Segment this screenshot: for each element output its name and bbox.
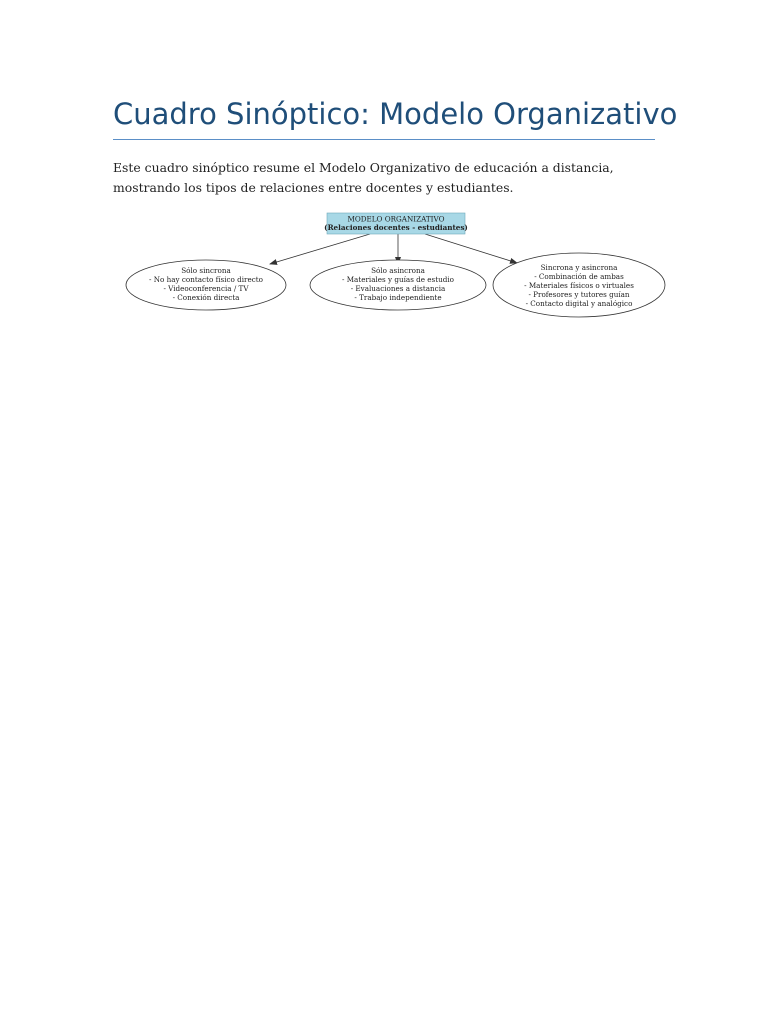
node-solo-sincrona — [126, 260, 286, 310]
intro-paragraph: Este cuadro sinóptico resume el Modelo Organizativo de educación a distancia, mostrando los tipos de relaciones entre docentes y estudiantes. — [113, 160, 614, 195]
title-underline — [113, 139, 655, 140]
synoptic-diagram — [120, 208, 670, 323]
node-item: - Videoconferencia / TV — [163, 284, 249, 293]
node-title: Sincrona y asincrona — [540, 263, 618, 272]
root-node-subtitle: (Relaciones docentes - estudiantes) — [324, 223, 468, 232]
node-item: - Profesores y tutores guían — [528, 290, 630, 299]
node-item: - No hay contacto físico directo — [149, 275, 263, 284]
node-item: - Trabajo independiente — [354, 293, 442, 302]
page-title: Cuadro Sinóptico: Modelo Organizativo — [113, 97, 678, 131]
root-node-title: MODELO ORGANIZATIVO — [347, 214, 445, 224]
node-item: - Materiales físicos o virtuales — [524, 281, 634, 290]
connector-left — [270, 234, 370, 264]
node-title: Sólo asincrona — [371, 266, 425, 275]
node-item: - Contacto digital y analógico — [525, 299, 633, 308]
node-solo-asincrona — [310, 260, 486, 310]
node-item: - Combinación de ambas — [534, 272, 624, 281]
node-item: - Conexión directa — [172, 293, 240, 302]
node-item: - Materiales y guías de estudio — [341, 275, 455, 284]
node-sincrona-y-asincrona — [493, 253, 665, 317]
node-title: Sólo sincrona — [181, 266, 231, 275]
node-item: - Evaluaciones a distancia — [350, 284, 446, 293]
connector-right — [425, 234, 517, 263]
